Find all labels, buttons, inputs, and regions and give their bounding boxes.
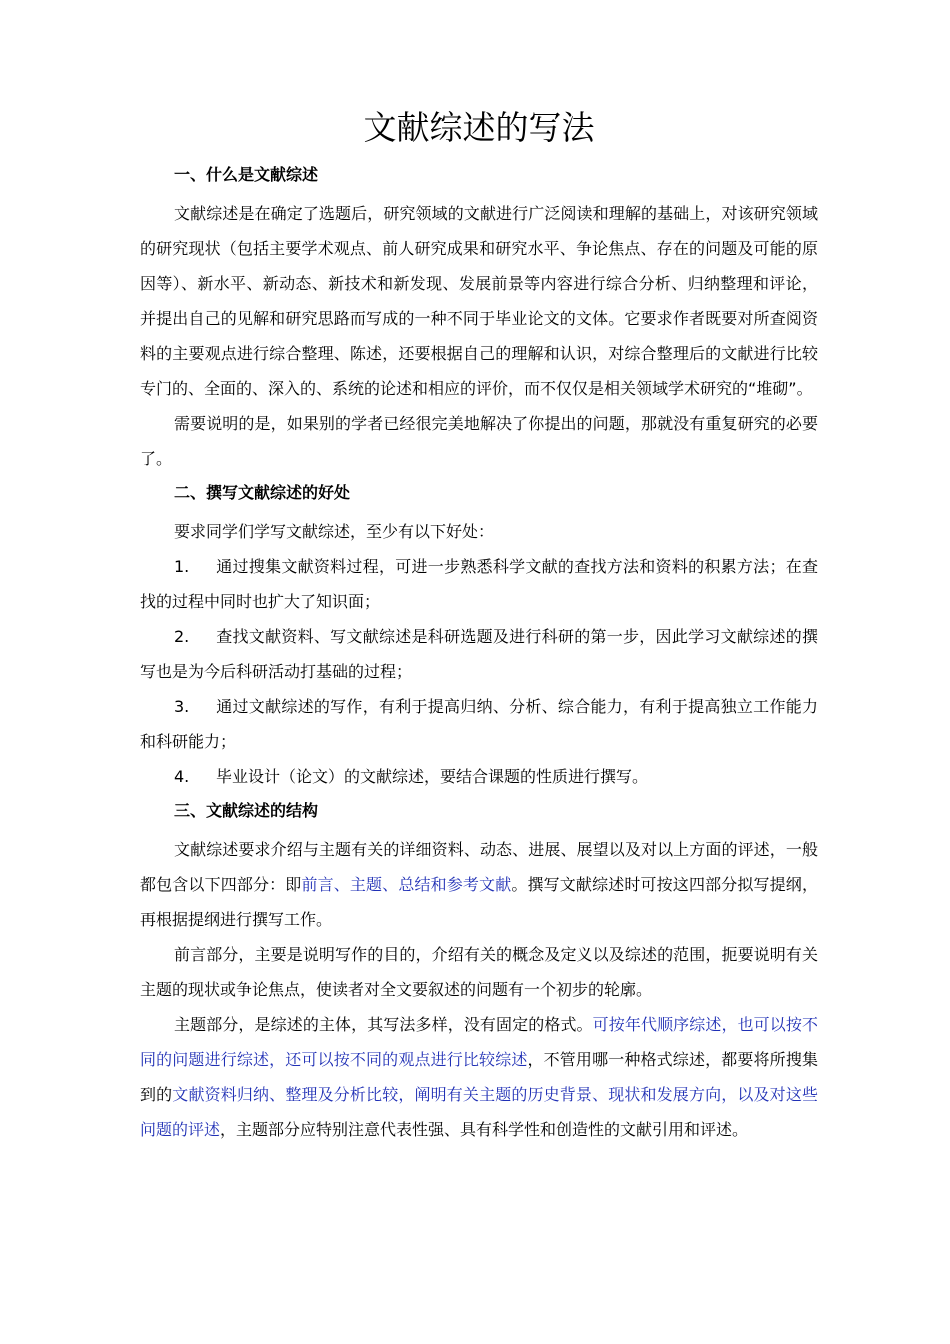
list-item-number: 4.	[174, 767, 190, 786]
section1-paragraph-2: 需要说明的是，如果别的学者已经很完美地解决了你提出的问题，那就没有重复研究的必要了。	[140, 414, 818, 468]
list-item	[140, 689, 818, 759]
list-item	[140, 759, 818, 794]
list-item-text: 毕业设计（论文）的文献综述，要结合课题的性质进行撰写。	[216, 767, 649, 786]
section-heading-1: 一、什么是文献综述	[174, 165, 319, 184]
text-run: ，不管用哪一种格式综述，都要将所搜集到的	[140, 1050, 818, 1104]
highlighted-text: 前言、主题、总结和参考文献	[301, 875, 512, 894]
section1-paragraph-1: 文献综述是在确定了选题后，研究领域的文献进行广泛阅读和理解的基础上，对该研究领域的研究现状（包括主要学术观点、前人研究成果和研究水平、争论焦点、存在的问题及可能的原因等）、新水平、新动态、新技术和新发现、发展前景等内容进行综合分析、归纳整理和评论，并提出自己的见解和研究思路而写成的一种不同于毕业论文的文体。它要求作者既要对所查阅资料的主要观点进行综合整理、陈述，还要根据自己的理解和认识，对综合整理后的文献进行比较专门的、全面的、深入的、系统的论述和相应的评价，而不仅仅是相关领域学术研究的“堆砌”。	[140, 204, 818, 398]
list-item	[140, 619, 818, 689]
text-run: 主题部分，是综述的主体，其写法多样，没有固定的格式。	[174, 1015, 593, 1034]
list-item-number: 3.	[174, 697, 190, 716]
list-item	[140, 549, 818, 619]
highlighted-text: 文献资料归纳、整理及分析比较，阐明有关主题的历史背景、现状和发展方向，以及对这些问题的评述	[140, 1085, 818, 1139]
list-item-text: 通过搜集文献资料过程，可进一步熟悉科学文献的查找方法和资料的积累方法；在查找的过程中同时也扩大了知识面；	[140, 557, 818, 611]
text-run: 。撰写文献综述时可按这四部分拟写提纲，再根据提纲进行撰写工作。	[140, 875, 818, 929]
section3-paragraph-3	[140, 1007, 818, 1147]
section2-intro: 要求同学们学写文献综述，至少有以下好处：	[174, 522, 495, 541]
document-page	[140, 100, 818, 1147]
section3-paragraph-1	[140, 832, 818, 937]
highlighted-text: 可按年代顺序综述，也可以按不同的问题进行综述，还可以按不同的观点进行比较综述	[140, 1015, 818, 1069]
list-item-text: 查找文献资料、写文献综述是科研选题及进行科研的第一步，因此学习文献综述的撰写也是为今后科研活动打基础的过程；	[140, 627, 818, 681]
document-title: 文献综述的写法	[363, 108, 595, 147]
text-run: ，主题部分应特别注意代表性强、具有科学性和创造性的文献引用和评述。	[220, 1120, 749, 1139]
section-heading-2: 二、撰写文献综述的好处	[174, 483, 351, 502]
section3-paragraph-2: 前言部分，主要是说明写作的目的，介绍有关的概念及定义以及综述的范围，扼要说明有关主题的现状或争论焦点，使读者对全文要叙述的问题有一个初步的轮廓。	[140, 945, 818, 999]
list-item-number: 2.	[174, 627, 190, 646]
section-heading-3: 三、文献综述的结构	[174, 801, 319, 820]
text-run: 文献综述要求介绍与主题有关的详细资料、动态、进展、展望以及对以上方面的评述，一般都包含以下四部分：即	[140, 840, 818, 894]
list-item-text: 通过文献综述的写作，有利于提高归纳、分析、综合能力，有利于提高独立工作能力和科研能力；	[140, 697, 818, 751]
list-item-number: 1.	[174, 557, 190, 576]
